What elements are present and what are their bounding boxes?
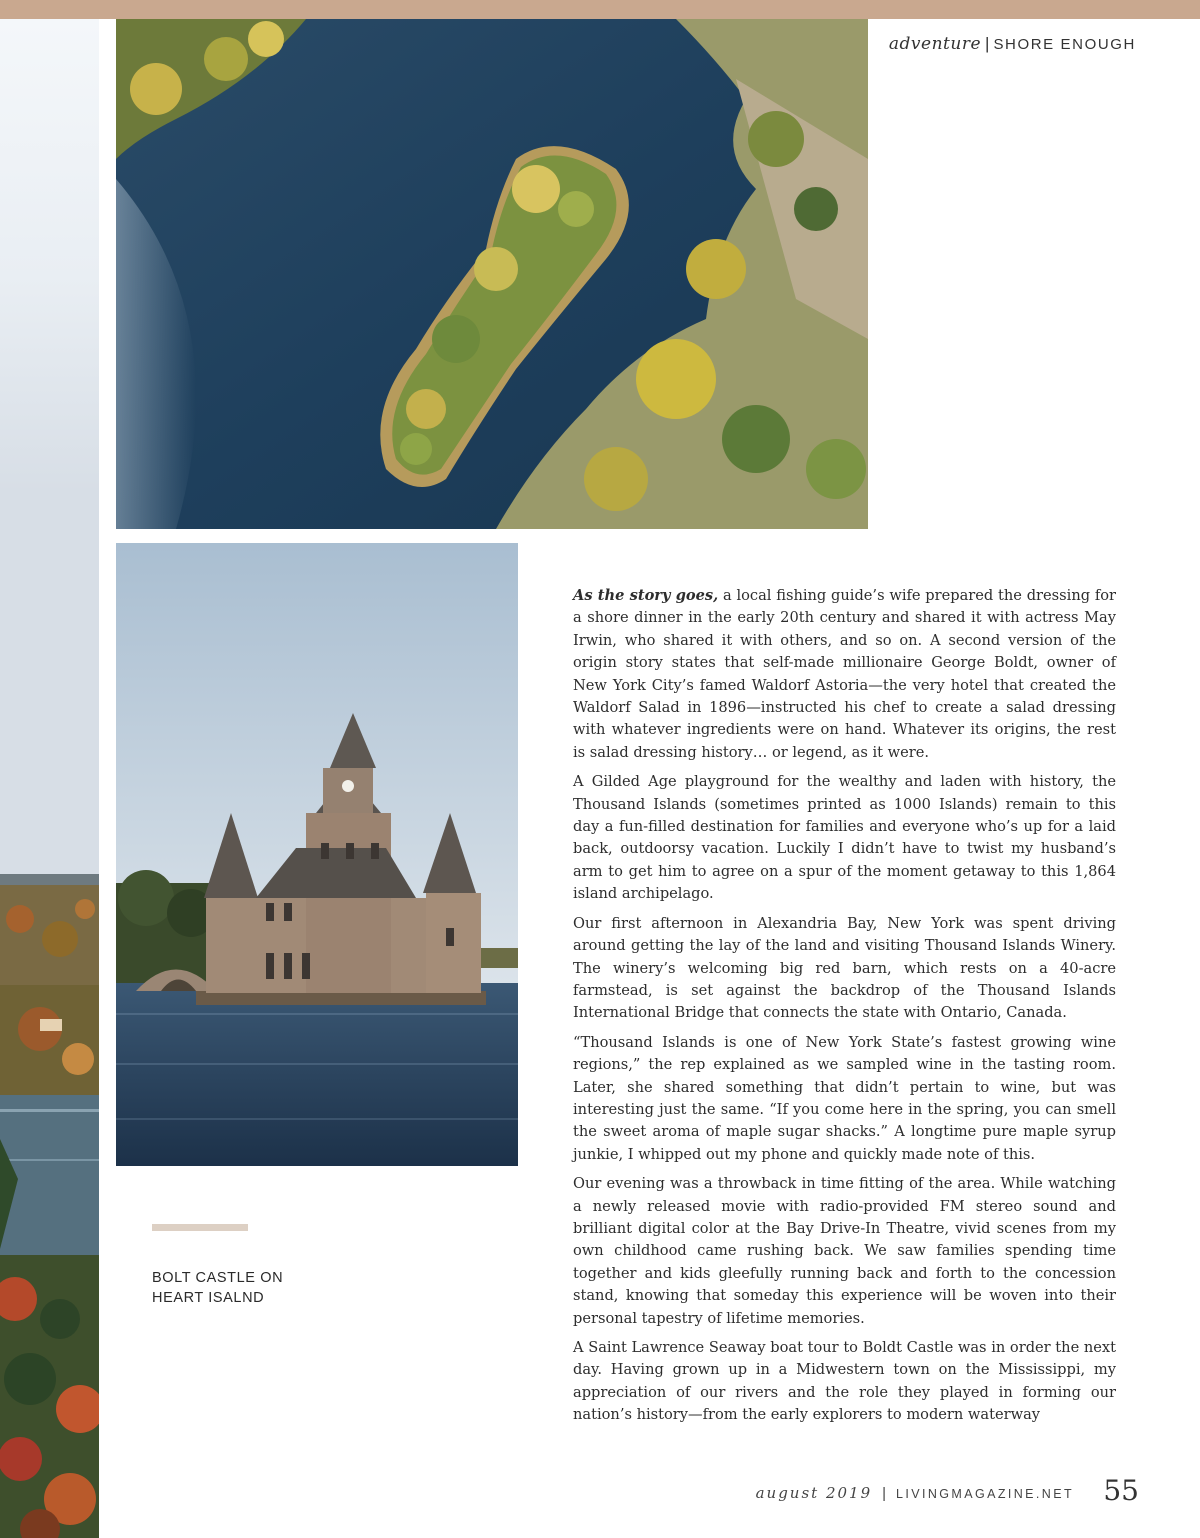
section-separator: |: [985, 34, 990, 53]
article-body: [573, 585, 1116, 1434]
caption-line-2: HEART ISALND: [152, 1290, 265, 1306]
top-accent-bar: [0, 0, 1200, 19]
castle-photo-art: [116, 543, 518, 1166]
aerial-river-island-photo: [116, 19, 868, 529]
page-footer: [756, 1484, 1074, 1502]
castle-island-photo: [116, 543, 518, 1166]
issue-date: august 2019: [755, 1484, 873, 1502]
article-paragraph-4: “Thousand Islands is one of New York State’s fastest growing wine regions,” the rep explained as we sampled wine in the tasting room. Later, she shared something that didn’t pertain to wine, but was interesting just the same. “If you come here in the spring, you can smell the sweet aroma of maple sugar shacks.” A longtime pure maple syrup junkie, I whipped out my phone and quickly made note of this.: [573, 1033, 1116, 1163]
edge-autumn-photo: [0, 19, 99, 1538]
caption-line-1: BOLT CASTLE ON: [152, 1270, 284, 1286]
paragraph-1-text: a local fishing guide’s wife prepared the dressing for a shore dinner in the early 20th century and shared it with actress May Irwin, who shared it with others, and so on. A second version of the origin story states that self-made millionaire George Boldt, owner of New York City’s famed Waldorf Astoria—the very hotel that created the Waldorf Salad in 1896—instructed his chef to create a salad dressing with whatever ingredients were on hand. Whatever its origins, the rest is salad dressing history… or legend, as it were.: [573, 587, 1116, 761]
lead-in: As the story goes,: [573, 587, 719, 604]
section-name: SHORE ENOUGH: [993, 36, 1136, 53]
footer-separator: |: [882, 1485, 887, 1502]
article-paragraph-5: Our evening was a throwback in time fitting of the area. While watching a newly released movie with radio-provided FM stereo sound and brilliant digital color at the Bay Drive-In Theatre, vivid scenes from my own childhood came rushing back. We saw families spending time together and kids gleefully running back and forth to the concession stand, knowing that someday this experience will be woven into their personal tapestry of lifetime memories.: [573, 1175, 1116, 1327]
edge-photo-art: [0, 19, 99, 1538]
photo-caption: [152, 1268, 332, 1308]
section-header: [889, 34, 1136, 54]
section-kicker: adventure: [888, 34, 982, 54]
article-paragraph-1: [573, 585, 1116, 764]
article-paragraph-2: A Gilded Age playground for the wealthy and laden with history, the Thousand Islands (sometimes printed as 1000 Islands) remain to this day a fun-filled destination for families and everyone who’s up for a laid back, outdoorsy vacation. Luckily I didn’t have to twist my husband’s arm to get him to agree on a spur of the moment getaway to this 1,864 island archipelago.: [573, 773, 1116, 903]
article-paragraph-6: A Saint Lawrence Seaway boat tour to Boldt Castle was in order the next day. Having grown up in a Midwestern town on the Mississippi, my appreciation of our rivers and the role they played in forming our nation’s history—from the early explorers to modern waterway: [573, 1339, 1116, 1424]
article-paragraph-3: Our first afternoon in Alexandria Bay, New York was spent driving around getting the lay of the land and visiting Thousand Islands Winery. The winery’s welcoming big red barn, which rests on a 40-acre farmstead, is set against the backdrop of the Thousand Islands International Bridge that connects the state with Ontario, Canada.: [573, 914, 1116, 1022]
website-link: LIVINGMAGAZINE.NET: [896, 1487, 1074, 1501]
page-number: 55: [1103, 1474, 1139, 1507]
aerial-photo-art: [116, 19, 868, 529]
caption-rule: [152, 1224, 248, 1231]
